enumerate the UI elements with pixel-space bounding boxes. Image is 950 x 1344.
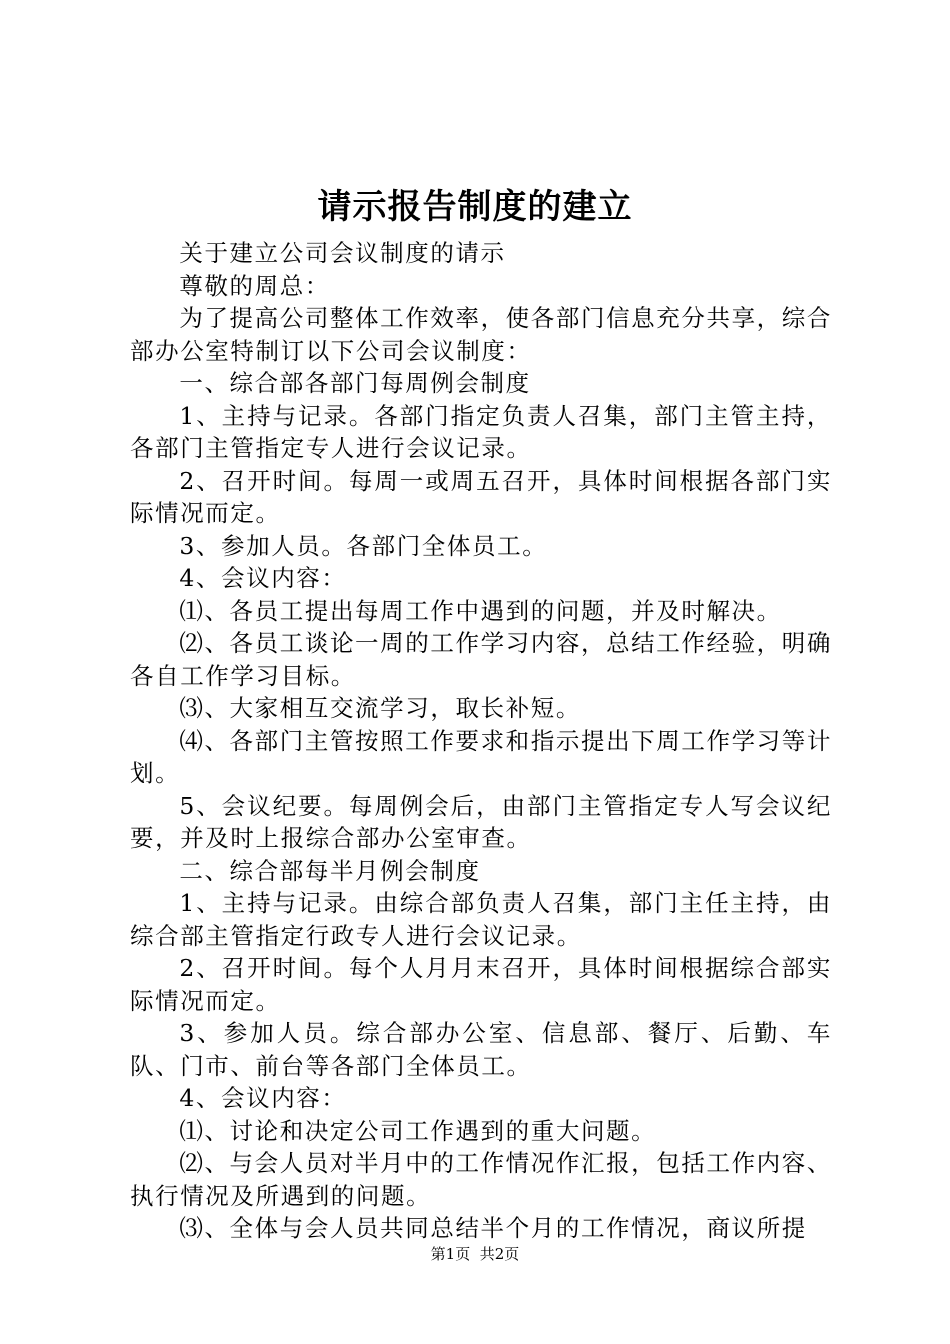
page-footer bbox=[0, 1243, 950, 1265]
paragraph: 为了提高公司整体工作效率，使各部门信息充分共享，综合部办公室特制订以下公司会议制度： bbox=[130, 304, 832, 365]
paragraph: ⑷、各部门主管按照工作要求和指示提出下周工作学习等计划。 bbox=[130, 726, 832, 787]
page-number: 第1页 bbox=[430, 1245, 471, 1263]
paragraph: 关于建立公司会议制度的请示 bbox=[179, 239, 506, 267]
paragraph: 尊敬的周总： bbox=[179, 271, 330, 300]
page-total: 共2页 bbox=[479, 1245, 520, 1263]
paragraph: ⑶、大家相互交流学习，取长补短。 bbox=[179, 694, 581, 722]
paragraph: 4、会议内容： bbox=[179, 1084, 347, 1112]
document-body bbox=[130, 237, 832, 1245]
paragraph: ⑴、讨论和决定公司工作遇到的重大问题。 bbox=[179, 1116, 657, 1145]
paragraph: ⑶、全体与会人员共同总结半个月的工作情况，商议所提 bbox=[179, 1214, 807, 1242]
paragraph: ⑵、各员工谈论一周的工作学习内容，总结工作经验，明确各自工作学习目标。 bbox=[130, 629, 832, 690]
footer-separator bbox=[470, 1245, 480, 1263]
paragraph: 2、召开时间。每个人月月末召开，具体时间根据综合部实际情况而定。 bbox=[130, 954, 832, 1015]
paragraph: ⑴、各员工提出每周工作中遇到的问题，并及时解决。 bbox=[179, 596, 782, 625]
document-title: 请示报告制度的建立 bbox=[317, 187, 633, 227]
paragraph: 1、主持与记录。各部门指定负责人召集，部门主管主持，各部门主管指定专人进行会议记录。 bbox=[130, 401, 832, 462]
paragraph: 一、综合部各部门每周例会制度 bbox=[179, 369, 531, 397]
paragraph: 3、参加人员。各部门全体员工。 bbox=[179, 531, 548, 560]
paragraph: 2、召开时间。每周一或周五召开，具体时间根据各部门实际情况而定。 bbox=[130, 466, 832, 527]
paragraph: ⑵、与会人员对半月中的工作情况作汇报，包括工作内容、执行情况及所遇到的问题。 bbox=[130, 1149, 832, 1210]
paragraph: 1、主持与记录。由综合部负责人召集，部门主任主持，由综合部主管指定行政专人进行会议记录。 bbox=[130, 889, 832, 950]
paragraph: 二、综合部每半月例会制度 bbox=[179, 856, 481, 885]
paragraph: 3、参加人员。综合部办公室、信息部、餐厅、后勤、车队、门市、前台等各部门全体员工。 bbox=[130, 1019, 832, 1080]
paragraph: 5、会议纪要。每周例会后，由部门主管指定专人写会议纪要，并及时上报综合部办公室审查。 bbox=[130, 791, 832, 852]
paragraph: 4、会议内容： bbox=[179, 564, 347, 592]
